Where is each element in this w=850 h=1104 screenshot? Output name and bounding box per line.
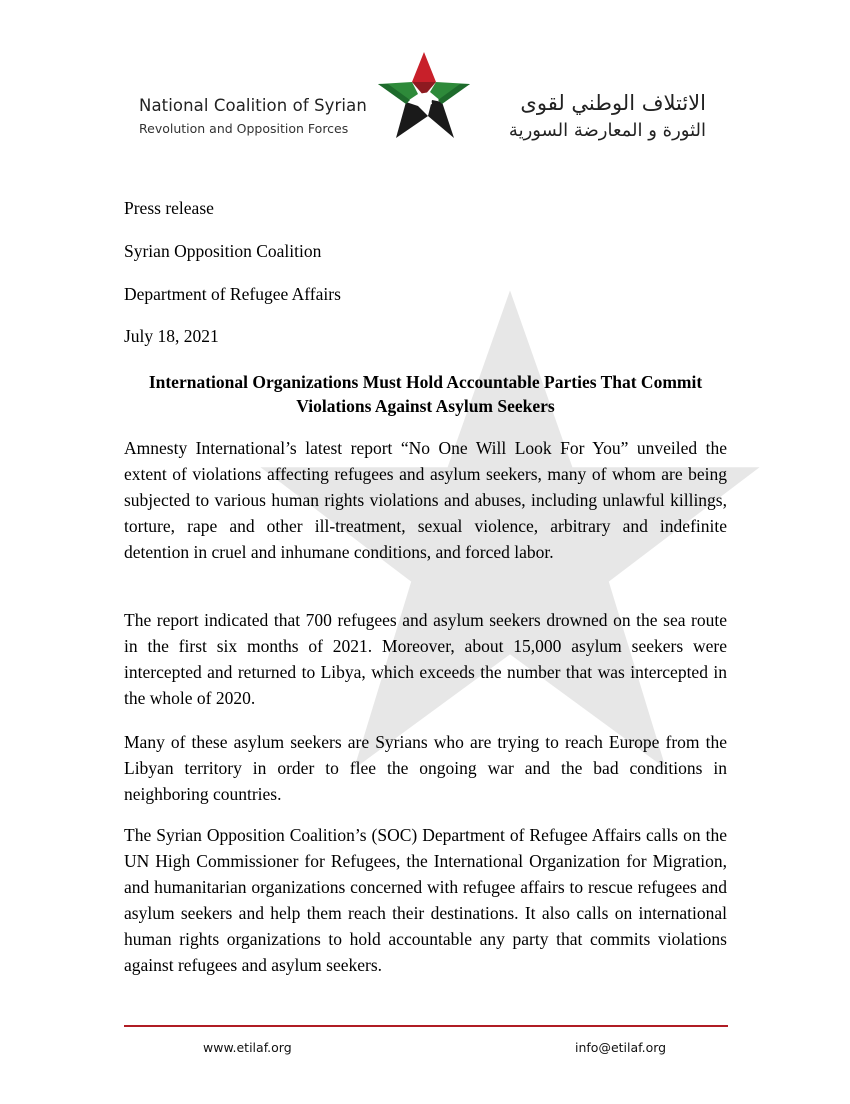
release-date: July 18, 2021 [124, 326, 219, 346]
body-paragraph: The report indicated that 700 refugees and asylum seekers drowned on the sea route in the first six months of 2021. Moreover, about 15,000 asylum seekers were intercepted and returned to Libya, which exceeds the number that was intercepted in the whole of 2020. [124, 610, 727, 708]
org-name-arabic-line2: الثورة و المعارضة السورية [508, 120, 706, 141]
org-name-english-line2: Revolution and Opposition Forces [139, 121, 349, 136]
coalition-star-logo-icon [376, 50, 472, 142]
org-name-english-line1: National Coalition of Syrian [139, 96, 367, 115]
footer-email-link[interactable]: info@etilaf.org [575, 1040, 667, 1055]
org-name-arabic [509, 88, 706, 144]
org-name-arabic-line1: الائتلاف الوطني لقوى [520, 91, 706, 115]
footer-divider [124, 1025, 728, 1027]
issuing-department: Department of Refugee Affairs [124, 284, 341, 304]
press-release-title: International Organizations Must Hold Accountable Parties That Commit Violations Against Asylum Seekers [148, 372, 703, 416]
body-paragraph: The Syrian Opposition Coalition’s (SOC) Department of Refugee Affairs calls on the UN High Commissioner for Refugees, the International Organization for Migration, and humanitarian organizations concerned with refugee affairs to rescue refugees and asylum seekers and help them reach their destinations. It also calls on international human rights organizations to hold accountable any party that commits violations against refugees and asylum seekers. [124, 825, 727, 975]
document-type: Press release [124, 198, 214, 218]
org-name-english [139, 94, 367, 140]
body-paragraph: Many of these asylum seekers are Syrians who are trying to reach Europe from the Libyan territory in order to flee the ongoing war and the bad conditions in neighboring countries. [124, 732, 727, 804]
body-paragraph: Amnesty International’s latest report “No One Will Look For You” unveiled the extent of violations affecting refugees and asylum seekers, many of whom are being subjected to various human rights violations and abuses, including unlawful killings, torture, rape and other ill-treatment, sexual violence, arbitrary and indefinite detention in cruel and inhumane conditions, and forced labor. [124, 438, 727, 562]
issuing-organization: Syrian Opposition Coalition [124, 241, 322, 261]
footer-website-link[interactable]: www.etilaf.org [203, 1040, 292, 1055]
